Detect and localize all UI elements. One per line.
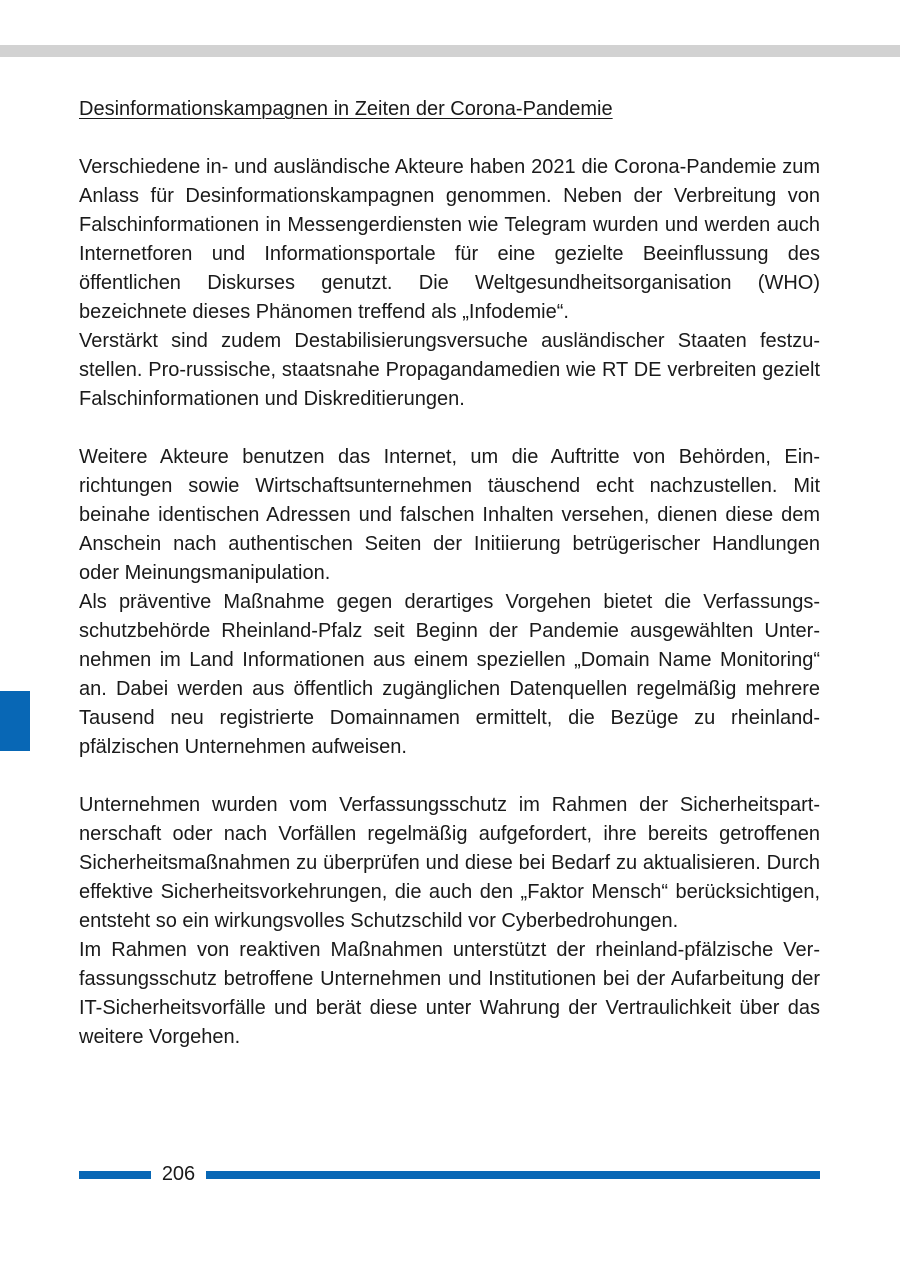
section-heading: Desinformationskampagnen in Zeiten der Corona-Pandemie <box>79 98 613 120</box>
footer-rule-left <box>79 1171 151 1179</box>
footer-rule-right <box>206 1171 820 1179</box>
paragraph: Verstärkt sind zudem Destabilisierungsversuche ausländischer Staaten festzustellen. Pro-russische, staatsnahe Propagandamedien wie RT DE verbreiten gezielt Falschinformationen und Diskreditierungen. <box>79 330 820 410</box>
paragraph: Unternehmen wurden vom Verfassungsschutz im Rahmen der Sicherheitspartnerschaft oder nach Vorfällen regelmäßig aufgefordert, ihre bereits getroffenen Sicherheitsmaßnahmen zu überprüfen und diese bei Bedarf zu aktualisieren. Durch effektive Sicherheitsvorkehrungen, die auch den „Faktor Mensch“ berücksichtigen, entsteht so ein wirkungsvolles Schutzschild vor Cyberbedrohungen. <box>79 794 820 932</box>
text-block-1 <box>79 153 820 414</box>
paragraph: Weitere Akteure benutzen das Internet, um die Auftritte von Behörden, Einrichtungen sowie Wirtschaftsunternehmen täuschend echt nachzustellen. Mit beinahe identischen Adressen und falschen Inhalten versehen, dienen diese dem Anschein nach authentischen Seiten der Initiierung betrügerischer Handlungen oder Meinungsmanipulation. <box>79 446 820 584</box>
text-block-3 <box>79 791 820 1052</box>
page-content <box>79 95 820 1052</box>
page-footer <box>79 1160 820 1188</box>
paragraph: Im Rahmen von reaktiven Maßnahmen unterstützt der rheinland-pfälzische Verfassungsschutz betroffene Unternehmen und Institutionen bei der Aufarbeitung der IT-Sicherheitsvorfälle und berät diese unter Wahrung der Vertraulichkeit über das weitere Vorgehen. <box>79 939 820 1048</box>
page-number: 206 <box>161 1163 196 1185</box>
paragraph: Verschiedene in- und ausländische Akteure haben 2021 die Corona-Pandemie zum Anlass für Desinformationskampagnen genommen. Neben der Verbreitung von Falschinformationen in Messengerdiensten wie Telegram wurden und werden auch Internetforen und Informationsportale für eine gezielte Beeinflussung des öffentlichen Diskurses genutzt. Die Weltgesundheitsorganisation (WHO) bezeichnete dieses Phänomen treffend als „Infodemie“. <box>79 156 820 323</box>
chapter-marker-tab <box>0 691 30 751</box>
header-band <box>0 45 900 57</box>
paragraph: Als präventive Maßnahme gegen derartiges Vorgehen bietet die Verfassungsschutzbehörde Rheinland-Pfalz seit Beginn der Pandemie ausgewählten Unternehmen im Land Informationen aus einem speziellen „Domain Name Monitoring“ an. Dabei werden aus öffentlich zugänglichen Datenquellen regelmäßig mehrere Tausend neu registrierte Domainnamen ermittelt, die Bezüge zu rheinland-pfälzischen Unternehmen aufweisen. <box>79 591 820 758</box>
text-block-2 <box>79 443 820 762</box>
